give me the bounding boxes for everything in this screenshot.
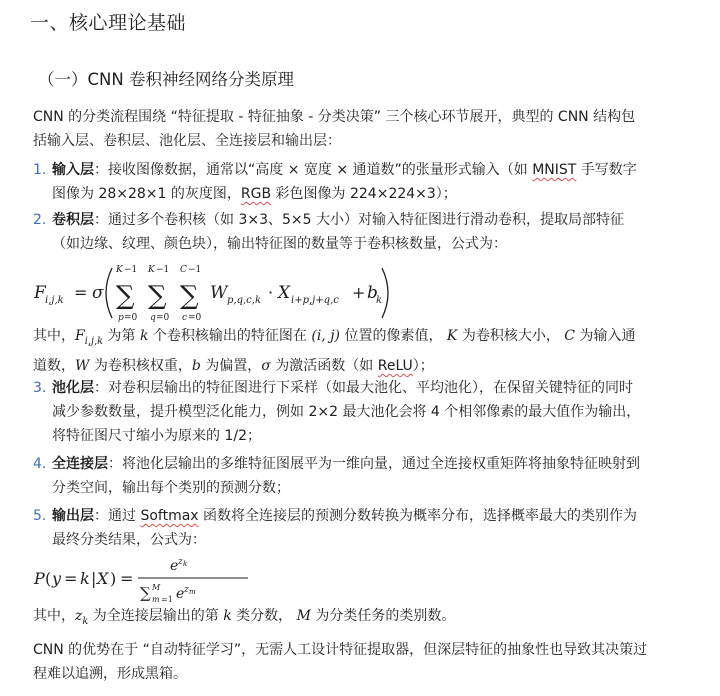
svg-text:−1: −1 <box>188 265 202 275</box>
math-C: C <box>564 328 576 344</box>
svg-text:z: z <box>184 585 189 595</box>
list-item-pool-layer <box>33 376 693 448</box>
svg-text:−1: −1 <box>156 265 170 275</box>
svg-text:p,q,c,k: p,q,c,k <box>227 295 261 306</box>
list-number: 4. <box>33 456 47 472</box>
list-number: 5. <box>33 508 47 524</box>
svg-text:q: q <box>150 313 156 323</box>
svg-text:−1: −1 <box>124 265 138 275</box>
conv-formula <box>30 262 390 328</box>
svg-text:M: M <box>152 583 161 592</box>
math-sigma: σ <box>261 357 271 374</box>
svg-text:=: = <box>74 283 88 302</box>
list-number: 1. <box>33 162 47 178</box>
softmax-formula-svg <box>30 554 250 606</box>
svg-text:=: = <box>64 569 78 588</box>
svg-text:e: e <box>170 558 179 574</box>
conclusion-line-1: CNN 的优势在于 “自动特征学习”，无需人工设计特征提取器，但深层特征的抽象性也导致其决策过 <box>33 642 648 658</box>
item-title: 输入层 <box>52 162 94 178</box>
spellcheck-word: ReLU <box>377 357 413 374</box>
svg-text:e: e <box>176 586 185 602</box>
svg-text:F: F <box>34 283 46 303</box>
svg-text:i+p,j+q,c: i+p,j+q,c <box>291 295 339 306</box>
svg-text:K: K <box>148 265 155 275</box>
text: 位置的像素值， <box>340 328 443 344</box>
math-zk: $z_k$ <box>75 608 89 627</box>
svg-text:b: b <box>367 283 378 303</box>
spellcheck-word: MNIST <box>532 162 577 178</box>
intro-paragraph <box>33 105 693 153</box>
list-item-conv-layer <box>33 208 693 256</box>
svg-text:·: · <box>268 283 274 302</box>
item-text: ：将池化层输出的多维特征图展平为一维向量，通过全连接权重矩阵将抽象特征映射到 <box>108 456 640 472</box>
list-number: 2. <box>33 212 47 228</box>
item-text: 彩色图像为 224×224×3）； <box>271 186 457 202</box>
list-item-output-layer <box>33 504 693 552</box>
text: 为卷积核权重， <box>89 357 192 374</box>
intro-line-2: 括输入层、卷积层、池化层、全连接层和输出层： <box>33 133 341 149</box>
math-W: W <box>75 357 90 374</box>
svg-text:z: z <box>178 557 183 567</box>
text: 为分类任务的类别数。 <box>310 608 456 624</box>
svg-text:m: m <box>189 588 196 596</box>
svg-text:=0: =0 <box>124 313 138 323</box>
softmax-formula <box>30 554 250 610</box>
svg-text:X: X <box>278 283 291 303</box>
list-item-fc-layer <box>33 452 693 500</box>
svg-text:(: ( <box>45 569 52 588</box>
svg-text:=0: =0 <box>156 313 170 323</box>
svg-text:k: k <box>80 569 90 588</box>
item-text: ：对卷积层输出的特征图进行下采样（如最大池化、平均池化），在保留关键特征的同时 <box>94 380 633 396</box>
text: 为激活函数（如 <box>270 357 378 374</box>
text: 为偏置， <box>200 357 262 374</box>
math-M: M <box>296 608 311 624</box>
item-text: 最终分类结果，公式为： <box>52 532 206 548</box>
spellcheck-word: Softmax <box>140 508 199 524</box>
text: 为第 <box>103 328 140 344</box>
section-heading: 一、核心理论基础 <box>30 12 187 34</box>
svg-text:+: + <box>352 283 366 302</box>
item-text: ：通过 <box>94 508 141 524</box>
math-ij: (i, j) <box>311 328 341 344</box>
math-k: k <box>223 608 232 624</box>
math-F-ijk: $F_{i,j,k}$ <box>75 328 104 347</box>
svg-text:|: | <box>91 569 97 588</box>
svg-text:k: k <box>183 560 188 568</box>
item-text: （如边缘、纹理、颜色块），输出特征图的数量等于卷积核数量，公式为： <box>52 236 507 252</box>
svg-text:=: = <box>120 569 134 588</box>
conclusion-paragraph <box>33 638 693 686</box>
text: 为全连接层输出的第 <box>88 608 224 624</box>
svg-text:∑: ∑ <box>148 281 167 311</box>
spellcheck-word: RGB <box>240 186 272 202</box>
math-K: K <box>446 328 458 344</box>
list-item-input-layer <box>33 158 693 206</box>
text: 为输入通 <box>575 328 636 344</box>
list-number: 3. <box>33 380 47 396</box>
svg-text:y: y <box>52 569 62 588</box>
softmax-explanation <box>33 604 693 634</box>
svg-text:σ: σ <box>92 283 104 303</box>
math-b: b <box>191 357 201 374</box>
item-text: 图像为 28×28×1 的灰度图， <box>52 186 241 202</box>
subsection-heading: （一）CNN 卷积神经网络分类原理 <box>38 70 294 89</box>
svg-text:C: C <box>180 265 187 275</box>
conv-formula-svg <box>30 262 390 324</box>
text: 为卷积核大小， <box>457 328 560 344</box>
item-title: 卷积层 <box>52 212 94 228</box>
svg-text:k: k <box>376 295 383 306</box>
text: 其中， <box>33 328 75 344</box>
item-title: 输出层 <box>52 508 94 524</box>
item-text: 手写数字 <box>576 162 637 178</box>
item-text: 将特征图尺寸缩小为原来的 1/2； <box>52 428 261 444</box>
svg-text:∑: ∑ <box>116 281 135 311</box>
svg-text:∑: ∑ <box>140 584 151 602</box>
text: 其中， <box>33 608 75 624</box>
text: 个卷积核输出的特征图在 <box>148 328 312 344</box>
text: ）； <box>412 357 434 374</box>
svg-text:=0: =0 <box>188 313 202 323</box>
svg-text:∑: ∑ <box>180 281 199 311</box>
item-title: 全连接层 <box>52 456 108 472</box>
item-text: 减少参数数量，提升模型泛化能力，例如 2×2 最大池化会将 4 个相邻像素的最大值作为输出， <box>52 404 641 420</box>
item-text: 函数将全连接层的预测分数转换为概率分布，选择概率最大的类别作为 <box>198 508 638 524</box>
item-text: 分类空间，输出每个类别的预测分数； <box>52 480 290 496</box>
svg-text:=1: =1 <box>161 595 173 604</box>
svg-text:): ) <box>110 569 117 588</box>
text: 类分数， <box>231 608 293 624</box>
item-text: ：接收图像数据，通常以“高度 × 宽度 × 通道数”的张量形式输入（如 <box>94 162 533 178</box>
math-k: k <box>139 328 149 344</box>
svg-text:K: K <box>116 265 123 275</box>
conclusion-line-2: 程难以追溯，形成黑箱。 <box>33 666 187 682</box>
svg-text:i,j,k: i,j,k <box>45 295 64 306</box>
svg-text:P: P <box>34 569 45 588</box>
svg-text:W: W <box>210 283 228 303</box>
svg-text:p: p <box>118 313 124 323</box>
svg-text:X: X <box>97 569 109 588</box>
text: 道数， <box>33 357 75 374</box>
svg-text:m: m <box>152 595 160 604</box>
intro-line-1: CNN 的分类流程围绕 “特征提取 - 特征抽象 - 分类决策” 三个核心环节展开，典型的 CNN 结构包 <box>33 109 636 125</box>
svg-text:c: c <box>182 313 188 323</box>
conv-explanation <box>33 324 693 378</box>
item-text: ：通过多个卷积核（如 3×3、5×5 大小）对输入特征图进行滑动卷积，提取局部特征 <box>94 212 624 228</box>
item-title: 池化层 <box>52 380 94 396</box>
